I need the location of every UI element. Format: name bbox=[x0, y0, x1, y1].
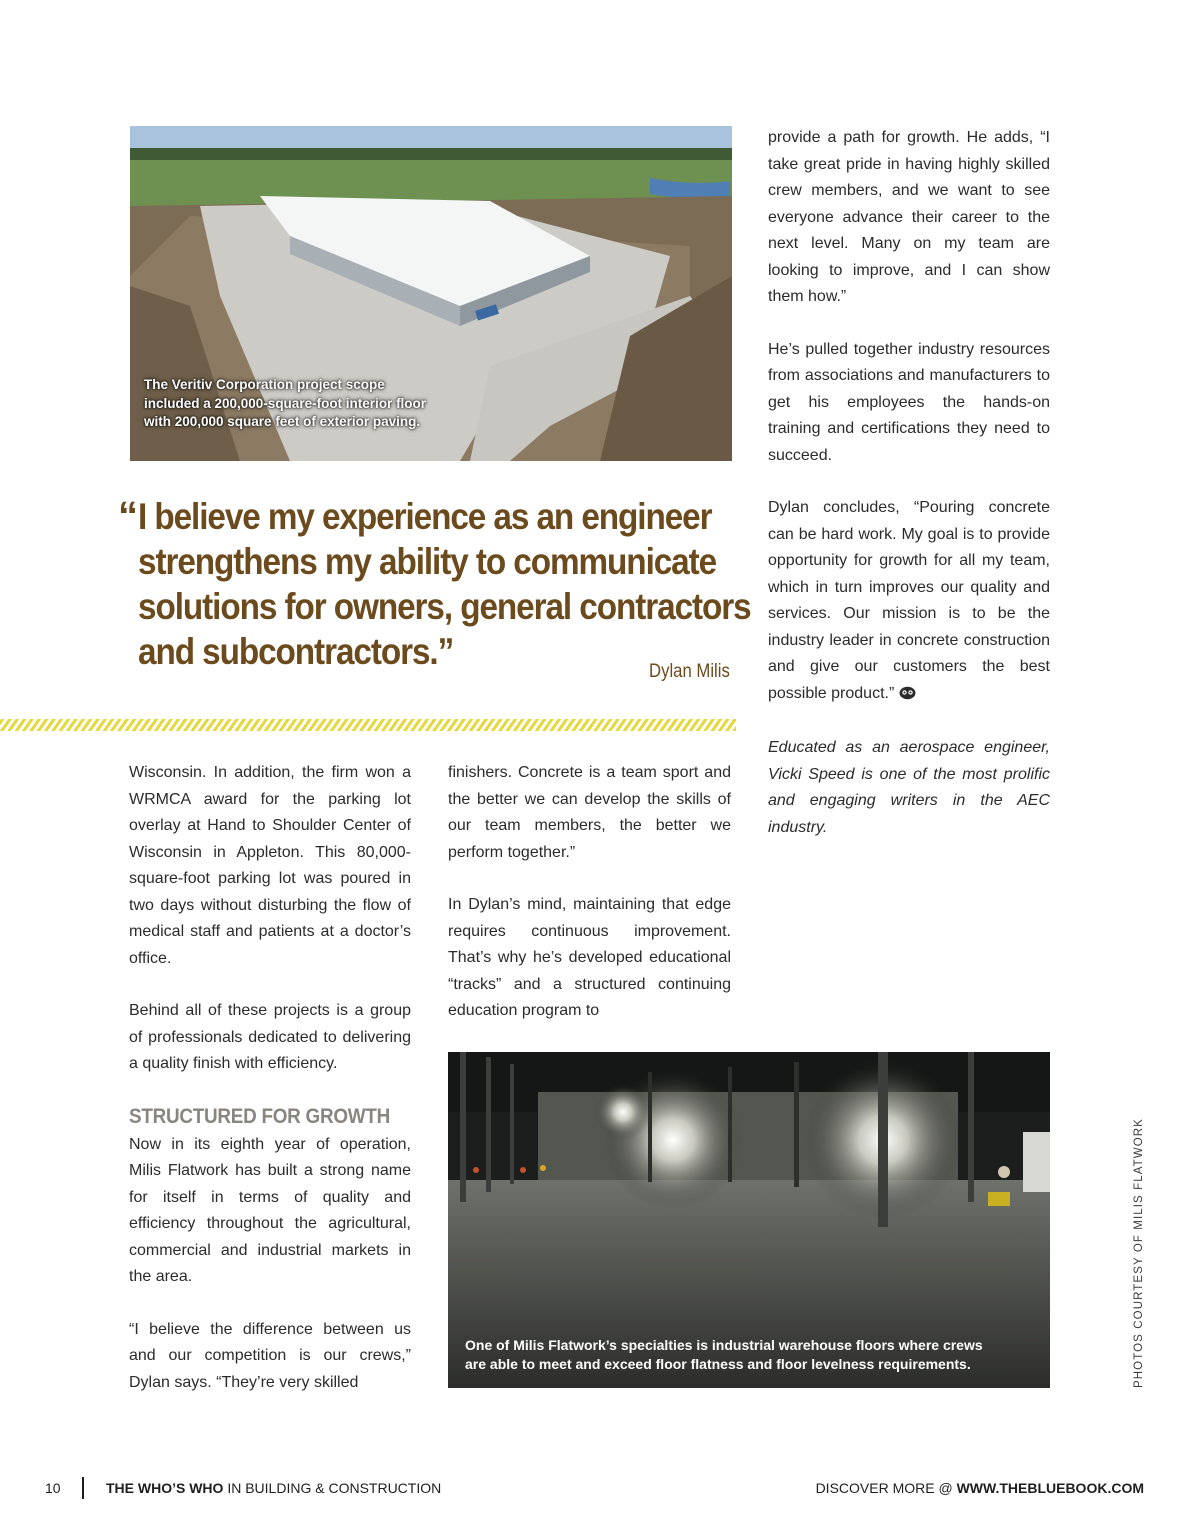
section-subhead: STRUCTURED FOR GROWTH bbox=[129, 1104, 391, 1128]
veritiv-aerial-photo bbox=[130, 126, 732, 461]
hatched-divider bbox=[0, 719, 736, 731]
body-paragraph: Now in its eighth year of operation, Milis Flatwork has built a strong name for itself in terms of quality and efficiency throughout the agricultural, commercial and industrial markets in the area. bbox=[129, 1135, 411, 1285]
warehouse-interior-photo bbox=[448, 1052, 1050, 1388]
body-paragraph: “I believe the difference between us and our competition is our crews,” Dylan says. “They’re very skilled bbox=[129, 1320, 411, 1391]
body-paragraph bbox=[768, 495, 1050, 709]
article-column-1 bbox=[129, 760, 411, 1396]
pull-quote-line: I believe my experience as an engineer bbox=[138, 496, 712, 537]
body-paragraph: Behind all of these projects is a group of professionals dedicated to delivering a quality finish with efficiency. bbox=[129, 1002, 411, 1072]
discover-more bbox=[816, 1479, 1144, 1497]
pull-quote-line: strengthens my ability to communicate bbox=[138, 541, 717, 582]
pull-quote-attribution: Dylan Milis bbox=[649, 661, 730, 682]
end-mark-icon bbox=[899, 683, 916, 710]
footer-divider bbox=[82, 1477, 84, 1499]
publication-name-rest: IN BUILDING & CONSTRUCTION bbox=[223, 1480, 442, 1496]
pull-quote-line: solutions for owners, general contractors bbox=[138, 586, 751, 627]
photo2-caption-line: One of Milis Flatwork’s specialties is industrial warehouse floors where crews bbox=[465, 1337, 983, 1353]
page-number: 10 bbox=[45, 1480, 61, 1496]
website-link[interactable]: WWW.THEBLUEBOOK.COM bbox=[956, 1480, 1144, 1496]
pull-quote-open-mark: “ bbox=[118, 494, 138, 538]
publication-name-bold: THE WHO’S WHO bbox=[106, 1480, 224, 1496]
photo2-caption bbox=[465, 1336, 1025, 1373]
photo1-caption: The Veritiv Corporation project scope included a 200,000-square-foot interior floor with 200,000 square feet of exterior paving. bbox=[144, 377, 427, 429]
body-paragraph: He’s pulled together industry resources from associations and manufacturers to get his employees the hands-on training and certifications they need to succeed. bbox=[768, 340, 1050, 464]
article-column-2 bbox=[448, 760, 731, 1025]
body-paragraph: provide a path for growth. He adds, “I take great pride in having highly skilled crew members, and we want to see everyone advance their career to the next level. Many on my team are looking to improve, and I can show them how.” bbox=[768, 129, 1050, 305]
body-paragraph: Wisconsin. In addition, the firm won a WRMCA award for the parking lot overlay at Hand to Shoulder Center of Wisconsin in Appleton. This 80,000-square-foot parking lot was poured in two days without disturbing the flow of medical staff and patients at a doctor’s office. bbox=[129, 764, 411, 967]
author-bio: Educated as an aerospace engineer, Vicki Speed is one of the most prolific and engaging writers in the AEC industry. bbox=[768, 739, 1050, 836]
body-paragraph: In Dylan’s mind, maintaining that edge requires continuous improvement. That’s why he’s developed educational “tracks” and a structured continuing education program to bbox=[448, 896, 731, 1019]
pull-quote-line: and subcontractors.” bbox=[138, 631, 454, 672]
discover-label: DISCOVER MORE @ bbox=[815, 1480, 957, 1496]
photo2-caption-line: are able to meet and exceed floor flatness and floor levelness requirements. bbox=[465, 1355, 971, 1372]
article-column-3 bbox=[768, 125, 1050, 841]
closing-quote-text: Dylan concludes, “Pouring concrete can be hard work. My goal is to provide opportunity for growth for all my team, which in turn improves our quality and services. Our mission is to be the industry leader in concrete construction and give our customers the best possible product.” bbox=[768, 499, 1050, 702]
publication-name bbox=[106, 1479, 441, 1497]
photo-credit: PHOTOS COURTESY OF MILIS FLATWORK bbox=[1133, 1118, 1145, 1388]
body-paragraph: finishers. Concrete is a team sport and the better we can develop the skills of our team members, the better we perform together.” bbox=[448, 764, 731, 861]
